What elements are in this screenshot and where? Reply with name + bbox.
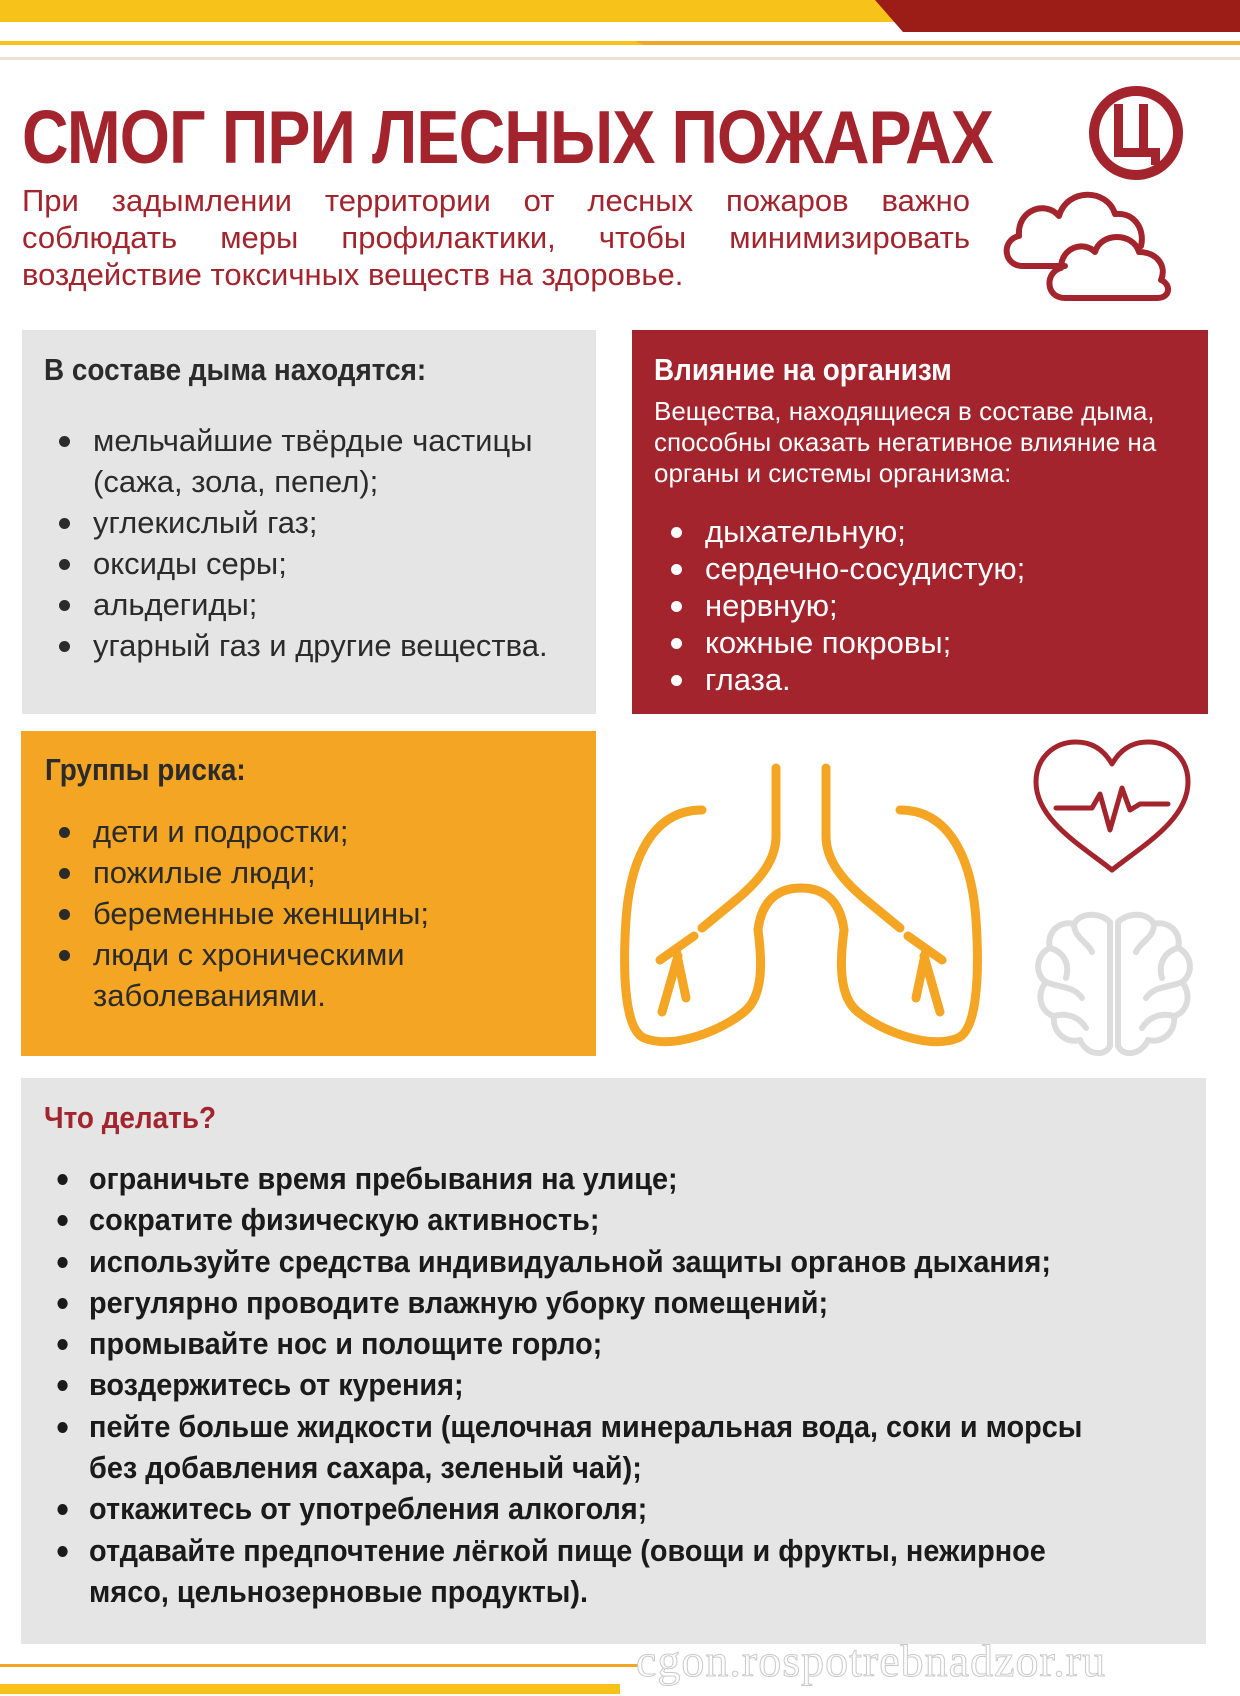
- list-item: дыхательную;: [663, 513, 1183, 550]
- list-item: мельчайшие твёрдые частицы (сажа, зола, пепел);: [51, 420, 591, 502]
- todo-list: [50, 1158, 1200, 1612]
- list-item: оксиды серы;: [51, 543, 591, 584]
- list-item: сердечно-сосудистую;: [663, 550, 1183, 587]
- list-item: сократите физическую активность;: [50, 1199, 1120, 1240]
- smoke-heading: В составе дыма находятся:: [44, 352, 427, 387]
- list-item: пейте больше жидкости (щелочная минеральная вода, соки и морсы без добавления сахара, зеленый чай);: [50, 1406, 1120, 1489]
- list-item: пожилые люди;: [51, 852, 571, 893]
- list-item: углекислый газ;: [51, 502, 591, 543]
- list-item: глаза.: [663, 661, 1183, 698]
- what-to-do-panel: [21, 1078, 1206, 1644]
- list-item: ограничьте время пребывания на улице;: [50, 1158, 1120, 1199]
- list-item: промывайте нос и полощите горло;: [50, 1323, 1120, 1364]
- list-item: альдегиды;: [51, 584, 591, 625]
- list-item: люди с хроническими заболеваниями.: [51, 934, 571, 1016]
- lungs-icon: [612, 760, 990, 1060]
- list-item: воздержитесь от курения;: [50, 1364, 1120, 1405]
- smoke-composition-panel: [22, 330, 596, 714]
- list-item: беременные женщины;: [51, 893, 571, 934]
- list-item: регулярно проводите влажную уборку помещений;: [50, 1282, 1120, 1323]
- risk-list: [51, 811, 571, 1016]
- intro-text: При задымлении территории от лесных пожаров важно соблюдать меры профилактики, чтобы минимизировать воздействие токсичных веществ на здоровье.: [22, 183, 970, 292]
- brain-icon: [1030, 908, 1198, 1070]
- page-title: СМОГ ПРИ ЛЕСНЫХ ПОЖАРАХ: [22, 95, 994, 179]
- list-item: используйте средства индивидуальной защиты органов дыхания;: [50, 1241, 1120, 1282]
- list-item: отдавайте предпочтение лёгкой пище (овощи и фрукты, нежирное мясо, цельнозерновые продукты).: [50, 1530, 1120, 1613]
- list-item: нервную;: [663, 587, 1183, 624]
- health-effect-panel: [632, 330, 1208, 714]
- top-stripes: [0, 0, 1240, 80]
- list-item: откажитесь от употребления алкоголя;: [50, 1488, 1120, 1529]
- watermark-url: cgon.rospotrebnadzor.ru: [636, 1635, 1107, 1686]
- risk-groups-panel: [21, 731, 596, 1056]
- clouds-icon: [995, 148, 1175, 308]
- effect-heading: Влияние на организм: [654, 352, 952, 387]
- heart-pulse-icon: [1030, 738, 1194, 878]
- effect-intro: Вещества, находящиеся в составе дыма, способны оказать негативное влияние на органы и системы организма:: [654, 396, 1157, 488]
- list-item: кожные покровы;: [663, 624, 1183, 661]
- risk-heading: Группы риска:: [45, 752, 246, 787]
- todo-heading: Что делать?: [44, 1100, 217, 1135]
- list-item: угарный газ и другие вещества.: [51, 625, 591, 666]
- smoke-list: [51, 420, 591, 666]
- list-item: дети и подростки;: [51, 811, 571, 852]
- effect-list: [663, 513, 1183, 698]
